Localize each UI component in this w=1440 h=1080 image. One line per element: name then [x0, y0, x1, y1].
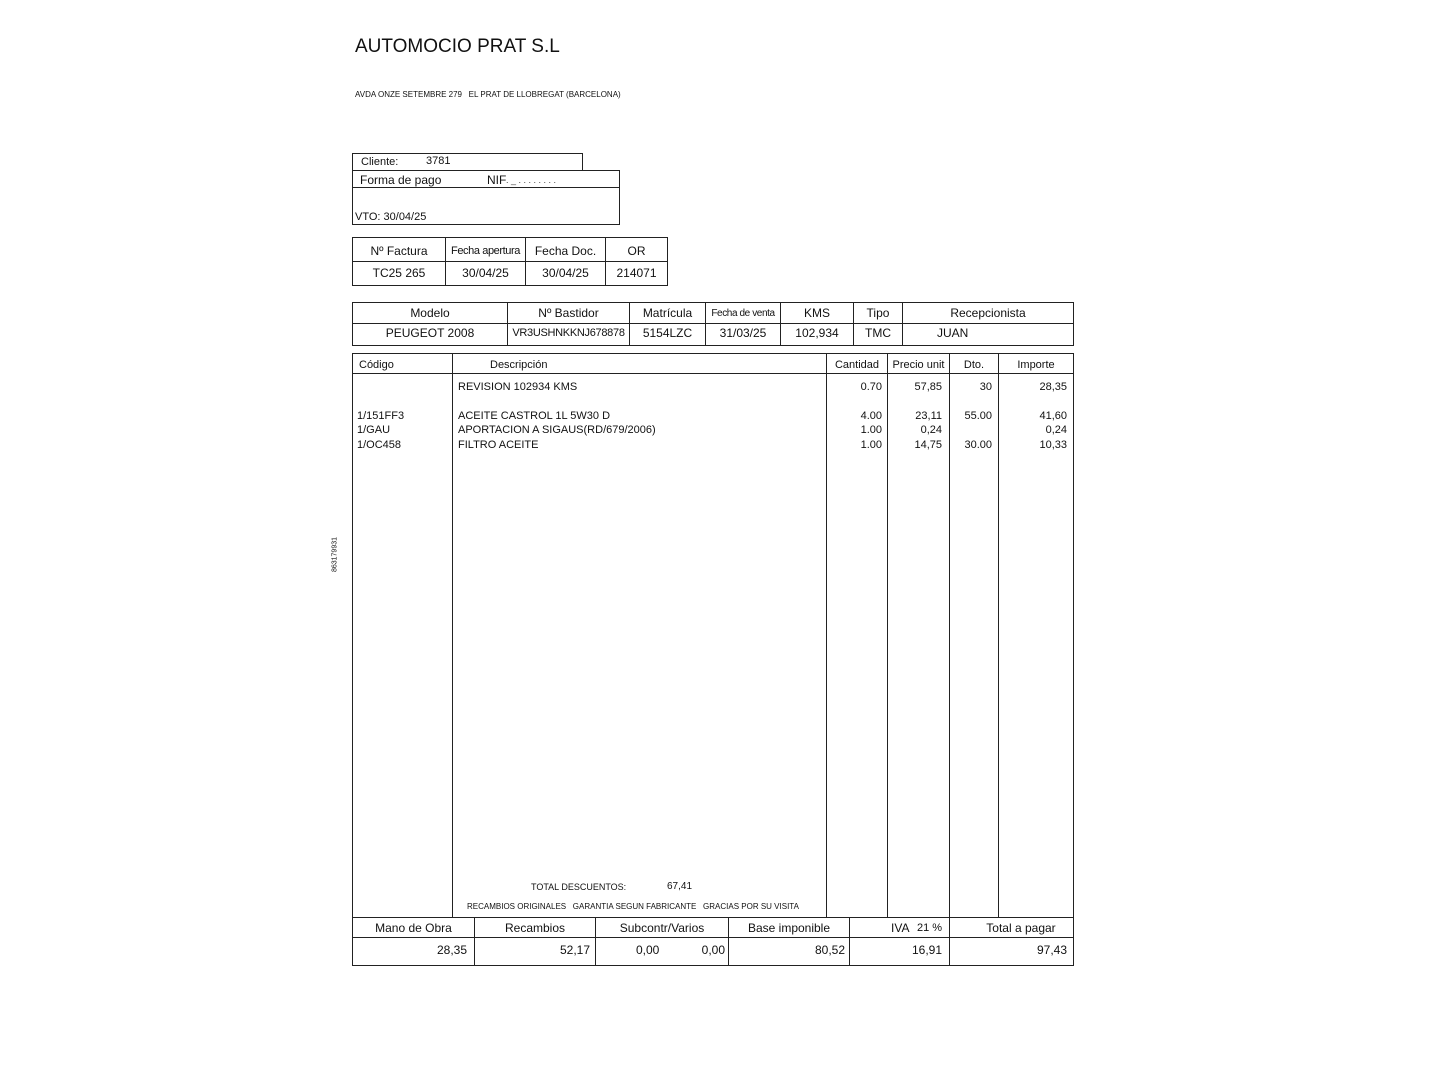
- col-nfactura: Nº Factura: [370, 244, 428, 258]
- line-precio: 0,24: [920, 424, 942, 436]
- total-pagar-label: Total a pagar: [986, 921, 1056, 935]
- invoice-number: TC25 265: [372, 266, 426, 280]
- total-descuentos-value: 67,41: [667, 881, 693, 892]
- line-importe: 10,33: [1039, 439, 1067, 451]
- fecha-apertura: 30/04/25: [462, 266, 509, 280]
- vehicle-fecha-venta: 31/03/25: [719, 326, 767, 340]
- line-codigo: 1/151FF3: [357, 410, 405, 422]
- col-fecha-venta: Fecha de venta: [711, 308, 775, 319]
- line-cantidad: 0.70: [860, 381, 882, 393]
- col-precio-unit: Precio unit: [892, 359, 945, 371]
- vto-date: VTO: 30/04/25: [355, 211, 427, 223]
- line-dto: 30.00: [964, 439, 992, 451]
- mano-obra-label: Mano de Obra: [375, 921, 452, 935]
- iva-percent: 21 %: [917, 922, 943, 934]
- line-cantidad: 1.00: [860, 424, 882, 436]
- line-importe: 41,60: [1039, 410, 1067, 422]
- nif-label: NIF: [487, 173, 507, 187]
- col-tipo: Tipo: [866, 306, 890, 320]
- line-importe: 28,35: [1039, 381, 1067, 393]
- iva-value: 16,91: [911, 943, 942, 957]
- col-kms: KMS: [803, 306, 830, 320]
- company-address: AVDA ONZE SETEMBRE 279 EL PRAT DE LLOBREGAT (BARCELONA): [355, 90, 621, 99]
- col-cantidad: Cantidad: [834, 359, 880, 371]
- subcontr-value-2: 0,00: [701, 943, 725, 957]
- recambios-label: Recambios: [504, 921, 566, 935]
- line-cantidad: 1.00: [860, 439, 882, 451]
- forma-pago-label: Forma de pago: [360, 173, 442, 187]
- line-codigo: 1/OC458: [357, 439, 402, 451]
- line-importe: 0,24: [1045, 424, 1067, 436]
- col-importe: Importe: [1017, 359, 1055, 371]
- line-precio: 23,11: [915, 410, 942, 422]
- vehicle-tipo: TMC: [865, 326, 891, 340]
- iva-label: IVA: [891, 921, 910, 935]
- col-matricula: Matrícula: [642, 306, 693, 320]
- line-precio: 14,75: [914, 439, 942, 451]
- cliente-value: 3781: [426, 155, 451, 167]
- vehicle-matricula: 5154LZC: [642, 326, 693, 340]
- base-imponible-value: 80,52: [814, 943, 845, 957]
- line-descripcion: APORTACION A SIGAUS(RD/679/2006): [458, 424, 656, 436]
- line-dto: 55.00: [964, 410, 992, 422]
- line-dto: 30: [979, 381, 992, 393]
- company-name: AUTOMOCIO PRAT S.L: [355, 36, 560, 57]
- line-codigo: 1/GAU: [357, 424, 391, 436]
- col-codigo: Código: [359, 359, 394, 371]
- mano-obra-value: 28,35: [436, 943, 467, 957]
- nif-value: . _ . . . . . . . .: [506, 175, 557, 185]
- line-descripcion: FILTRO ACEITE: [458, 439, 539, 451]
- subcontr-label: Subcontr/Varios: [619, 921, 705, 935]
- vehicle-modelo: PEUGEOT 2008: [385, 326, 475, 340]
- base-imponible-label: Base imponible: [747, 921, 831, 935]
- col-modelo: Modelo: [410, 306, 450, 320]
- col-dto: Dto.: [963, 359, 985, 371]
- col-descripcion: Descripción: [490, 359, 548, 371]
- or-number: 214071: [616, 266, 657, 280]
- cliente-label: Cliente:: [361, 156, 399, 168]
- col-recepcionista: Recepcionista: [950, 306, 1026, 320]
- footer-note: RECAMBIOS ORIGINALES GARANTIA SEGUN FABRICANTE GRACIAS POR SU VISITA: [467, 902, 799, 911]
- vehicle-recepcionista: JUAN: [937, 326, 969, 340]
- total-descuentos-label: TOTAL DESCUENTOS:: [531, 882, 627, 892]
- side-code: 863179931: [331, 536, 339, 573]
- line-descripcion: ACEITE CASTROL 1L 5W30 D: [458, 410, 611, 422]
- recambios-value: 52,17: [559, 943, 590, 957]
- col-or: OR: [627, 244, 646, 258]
- vehicle-kms: 102,934: [795, 326, 839, 340]
- col-fecha-doc: Fecha Doc.: [534, 244, 597, 258]
- line-precio: 57,85: [914, 381, 942, 393]
- subcontr-value-1: 0,00: [636, 943, 660, 957]
- line-cantidad: 4.00: [860, 410, 882, 422]
- line-descripcion: REVISION 102934 KMS: [458, 381, 578, 393]
- col-fecha-apertura: Fecha apertura: [451, 245, 520, 257]
- lines-table: [352, 353, 1074, 918]
- fecha-doc: 30/04/25: [542, 266, 589, 280]
- total-pagar-value: 97,43: [1036, 943, 1067, 957]
- vehicle-bastidor: VR3USHNKKNJ678878: [512, 327, 625, 339]
- col-bastidor: Nº Bastidor: [538, 306, 599, 320]
